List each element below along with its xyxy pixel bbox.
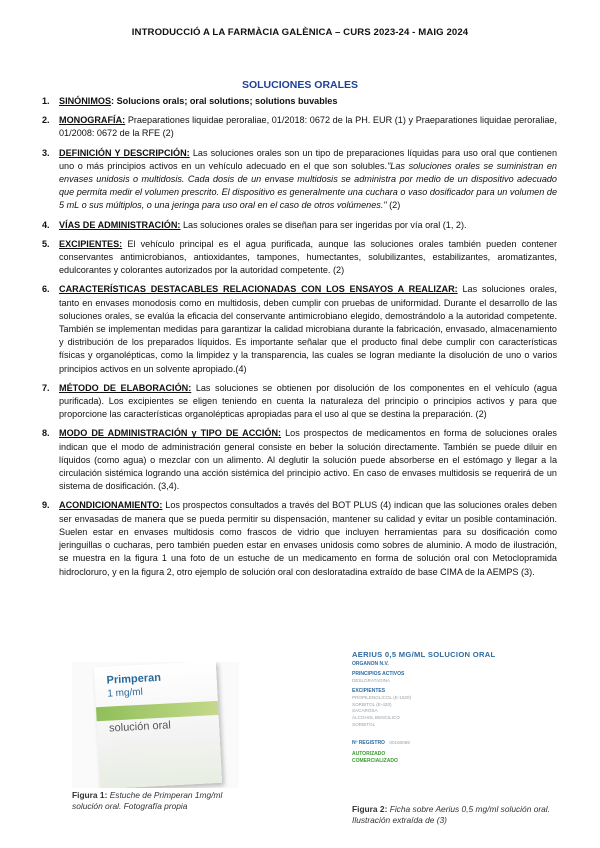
card-registro <box>352 731 552 749</box>
box-dose: 1 mg/ml <box>107 686 144 700</box>
section-number: 9. <box>42 500 50 511</box>
card-excipient: SORBITOL <box>352 721 376 727</box>
section-3 <box>42 147 557 213</box>
figures-area <box>0 646 600 846</box>
card-registro-value: 00160069 <box>389 740 410 746</box>
card-active-value: DESLORATADINA <box>352 678 391 684</box>
section-heading: MONOGRAFÍA: <box>59 115 126 126</box>
section-number: 1. <box>42 96 50 106</box>
section-text: Las soluciones orales, tanto en envases monodosis como en multidosis, deben cumplir con pruebas de uniformidad. Durante el desarrollo de las soluciones orales, se evalúa la eficacia del conservante antimicrobiano elegido, demostrándolo a la autoridad competente. También se implementan medidas para garantizar la calidad microbiana durante la fabricación, envasado, almacenamiento y distribución de los preparados líquidos. Es importante señalar que el producto final debe cumplir con características físicas y organolépticas, como la limpidez y la transparencia, las cuales se logran mediante la disolución de uno o varios principios activos en un solvente apropiado.(4) <box>59 284 557 374</box>
section-heading: ACONDICIONAMIENTO: <box>59 500 163 511</box>
section-text: : Solucions orals; oral solutions; solutions buvables <box>111 96 338 106</box>
section-8 <box>42 427 557 493</box>
figure-2-card <box>352 650 552 766</box>
section-heading: EXCIPIENTES: <box>59 238 123 249</box>
box-form: solución oral <box>108 719 172 735</box>
card-company: ORGANON N.V. <box>352 661 389 667</box>
figure-2-caption-text: Ficha sobre Aerius 0,5 mg/ml solución oral. Ilustración extraída de (3) <box>352 804 550 825</box>
section-number: 8. <box>42 428 50 439</box>
card-excipient: PROPILENGLICOL (E-1520) <box>352 695 412 701</box>
section-7 <box>42 382 557 422</box>
section-2 <box>42 114 557 140</box>
section-text: Praeparationes liquidae peroraliae, 01/2018: 0672 de la PH. EUR (1) y Praeparationes liquidae peroraliae, 01/2008: 0672 de la RFE (2) <box>59 115 557 139</box>
card-excipient: SACAROSA <box>352 708 378 714</box>
figure-1-caption-label: Figura 1: <box>72 790 108 800</box>
figure-1-caption <box>72 790 242 812</box>
section-6 <box>42 283 557 375</box>
section-number: 4. <box>42 219 50 230</box>
section-text: El vehículo principal es el agua purificada, aunque las soluciones orales también pueden contener conservantes antimicrobianos, antioxidantes, tampones, humectantes, solubilizantes, estabilizantes, aromatizantes, edulcorantes y colorantes autorizados por la autoridad competente. (2) <box>59 238 557 276</box>
section-text: Los prospectos de medicamentos en forma de soluciones orales indican que el modo de administración general consiste en beber la solución directamente. También se puede diluir en líquidos (como agua) o mezclar con un alimento. Al deglutir la solución puede absorberse en el estómago y llegar a la circulación sistémica logrando una acción sistémica del principio activo. En caso de envases multidosis se requerirá de un sistema de dosificación. (3,4). <box>59 428 557 492</box>
figure-1-photo <box>72 662 239 788</box>
card-registro-label: Nº REGISTRO <box>352 740 385 747</box>
figure-1-caption-text: Estuche de Primperan 1mg/ml solución oral. Fotografía propia <box>72 790 223 811</box>
card-title: AERIUS 0,5 MG/ML SOLUCION ORAL <box>352 650 496 659</box>
section-reference: (2) <box>386 200 401 211</box>
section-heading: SINÓNIMOS <box>59 96 112 106</box>
section-heading: MÉTODO DE ELABORACIÓN: <box>59 382 192 393</box>
card-excipients-label: EXCIPIENTES <box>352 688 386 694</box>
section-5 <box>42 238 557 278</box>
figure-2-caption-label: Figura 2: <box>352 804 388 814</box>
card-status-authorized: AUTORIZADO <box>352 751 386 758</box>
section-heading: MODO DE ADMINISTRACIÓN y TIPO DE ACCIÓN: <box>59 428 282 439</box>
sections-list <box>42 95 557 579</box>
section-number: 6. <box>42 284 50 295</box>
section-number: 5. <box>42 238 50 249</box>
box-brand: Primperan <box>106 671 162 687</box>
section-heading: VÍAS DE ADMINISTRACIÓN: <box>59 219 181 230</box>
section-text: Las soluciones orales se diseñan para ser ingeridas por vía oral (1, 2). <box>180 219 467 230</box>
section-text: Las soluciones orales son un tipo de preparaciones líquidas para uso oral que contienen uno o más principios activos en un vehículo adecuado en el que son solubles. <box>59 147 557 171</box>
section-heading: DEFINICIÓN Y DESCRIPCIÓN: <box>59 147 190 158</box>
card-excipient: SORBITOL (E-420) <box>352 701 392 707</box>
medicine-box <box>94 662 222 788</box>
section-1 <box>42 95 557 108</box>
document-header: INTRODUCCIÓ A LA FARMÀCIA GALÈNICA – CURS 2023-24 - MAIG 2024 <box>131 27 469 38</box>
section-9 <box>42 499 557 578</box>
box-green-stripe <box>96 701 219 721</box>
section-number: 2. <box>42 115 50 126</box>
section-number: 7. <box>42 382 50 393</box>
page-title: SOLUCIONES ORALES <box>241 79 359 91</box>
card-active-label: PRINCIPIOS ACTIVOS <box>352 671 405 678</box>
section-text: Los prospectos consultados a través del BOT PLUS (4) indican que las soluciones orales deben ser envasadas de manera que se pueda permitir su dispensación, mantener su calidad y evitar un posible contaminación. Suelen estar en envases multidosis como frascos de vidrio que incluyen herramientas para su dosificación como jeringuillas o cucharas, pero también pueden estar en envases unidosis como sobres de aluminio. A modo de ilustración, se muestra en la figura 1 una foto de un estuche de un medicamento en forma de solución oral con Metoclopramida hidrocloruro, y en la figura 2, otro ejemplo de solución oral con desloratadina extraído de base CIMA de la AEMPS (3). <box>59 500 557 577</box>
section-number: 3. <box>42 147 50 158</box>
section-heading: CARACTERÍSTICAS DESTACABLES RELACIONADAS CON LOS ENSAYOS A REALIZAR: <box>59 284 458 295</box>
figure-2-caption <box>352 804 562 826</box>
section-text: Las soluciones se obtienen por disolución de los componentes en el vehículo (agua purificada). Los excipientes se eligen teniendo en cuenta la naturaleza del principio o principios activos y para que proporcione las características organolépticas apropiadas para el uso al que se destina la preparación. (2) <box>59 382 558 420</box>
section-quote: "Las soluciones orales se suministran en envases unidosis o multidosis. Cada dosis de un envase multidosis se administra por medio de un dispositivo adecuado que permita medir el volumen prescrito. El dispositivo es generalmente una cuchara o vaso dosificador para un volumen de 5 mL o sus múltiplos, o una jeringa para uso oral en el caso de otros volúmenes." <box>59 160 557 211</box>
section-4 <box>42 219 557 232</box>
card-status-marketed: COMERCIALIZADO <box>352 758 398 765</box>
card-excipient: ALCOHOL BENCILICO <box>352 714 400 720</box>
